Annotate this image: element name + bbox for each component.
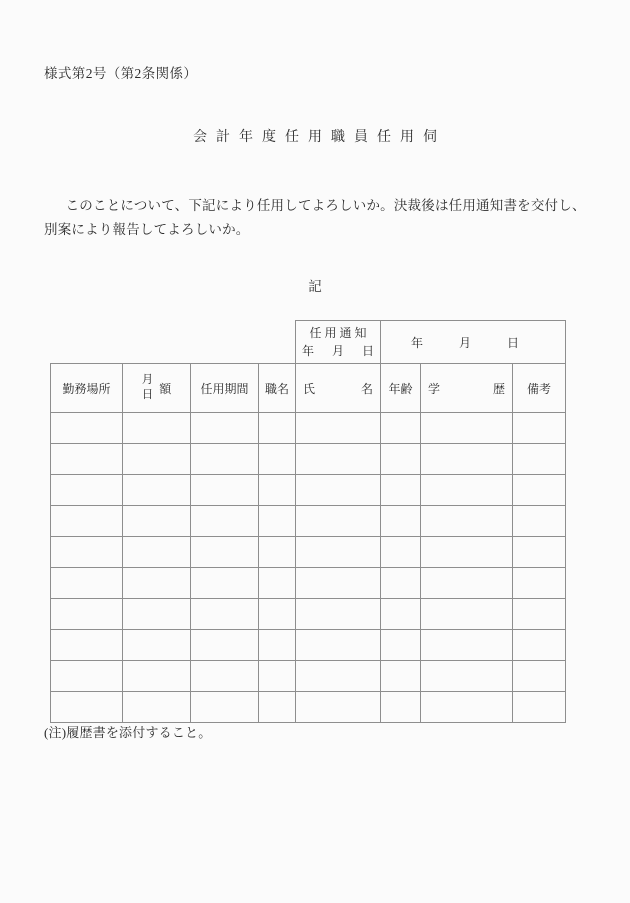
cell-name[interactable] — [296, 599, 381, 630]
notify-label-cell — [296, 321, 381, 364]
header-period: 任用期間 — [191, 364, 259, 413]
cell-age[interactable] — [381, 537, 421, 568]
header-name-left: 氏 — [303, 381, 316, 396]
ki-marker: 記 — [308, 279, 322, 294]
cell-position[interactable] — [259, 475, 296, 506]
cell-remarks[interactable] — [513, 444, 566, 475]
header-name — [296, 364, 381, 413]
cell-amount[interactable] — [123, 475, 191, 506]
cell-remarks[interactable] — [513, 692, 566, 723]
table-row — [51, 475, 566, 506]
cell-age[interactable] — [381, 568, 421, 599]
cell-position[interactable] — [259, 630, 296, 661]
table-row — [51, 692, 566, 723]
header-name-right: 名 — [360, 381, 373, 396]
cell-period[interactable] — [191, 413, 259, 444]
table-row — [51, 568, 566, 599]
cell-age[interactable] — [381, 444, 421, 475]
cell-period[interactable] — [191, 630, 259, 661]
cell-remarks[interactable] — [513, 475, 566, 506]
cell-age[interactable] — [381, 630, 421, 661]
cell-remarks[interactable] — [513, 630, 566, 661]
notify-date-year: 年 — [410, 335, 423, 350]
cell-education[interactable] — [421, 599, 513, 630]
table-body — [51, 413, 566, 723]
table-row — [51, 537, 566, 568]
notify-date-cell[interactable] — [381, 321, 566, 364]
notify-row — [51, 321, 566, 364]
cell-position[interactable] — [259, 413, 296, 444]
body-paragraph: このことについて、下記により任用してよろしいか。決裁後は任用通知書を交付し、別案により報告してよろしいか。 — [44, 198, 586, 237]
cell-education[interactable] — [421, 661, 513, 692]
cell-workplace[interactable] — [51, 692, 123, 723]
cell-name[interactable] — [296, 537, 381, 568]
cell-name[interactable] — [296, 630, 381, 661]
cell-amount[interactable] — [123, 599, 191, 630]
cell-position[interactable] — [259, 661, 296, 692]
cell-name[interactable] — [296, 506, 381, 537]
cell-remarks[interactable] — [513, 537, 566, 568]
cell-remarks[interactable] — [513, 413, 566, 444]
cell-amount[interactable] — [123, 661, 191, 692]
cell-position[interactable] — [259, 692, 296, 723]
header-amount — [123, 364, 191, 413]
cell-amount[interactable] — [123, 630, 191, 661]
cell-position[interactable] — [259, 444, 296, 475]
table-row — [51, 630, 566, 661]
header-amount-day: 日 — [141, 389, 154, 401]
cell-education[interactable] — [421, 692, 513, 723]
cell-period[interactable] — [191, 599, 259, 630]
cell-workplace[interactable] — [51, 568, 123, 599]
cell-age[interactable] — [381, 413, 421, 444]
table-row — [51, 506, 566, 537]
cell-position[interactable] — [259, 537, 296, 568]
cell-period[interactable] — [191, 692, 259, 723]
cell-name[interactable] — [296, 444, 381, 475]
cell-age[interactable] — [381, 661, 421, 692]
cell-position[interactable] — [259, 506, 296, 537]
cell-education[interactable] — [421, 444, 513, 475]
table-row — [51, 413, 566, 444]
cell-period[interactable] — [191, 444, 259, 475]
header-education-left: 学 — [428, 381, 441, 396]
header-workplace: 勤務場所 — [51, 364, 123, 413]
cell-age[interactable] — [381, 506, 421, 537]
appointment-table — [50, 320, 566, 723]
cell-remarks[interactable] — [513, 599, 566, 630]
header-amount-month: 月 — [141, 374, 154, 386]
cell-workplace[interactable] — [51, 475, 123, 506]
table-row — [51, 661, 566, 692]
cell-education[interactable] — [421, 568, 513, 599]
cell-workplace[interactable] — [51, 537, 123, 568]
page-title: 会計年度任用職員任用伺 — [193, 130, 446, 145]
cell-amount[interactable] — [123, 444, 191, 475]
cell-remarks[interactable] — [513, 568, 566, 599]
header-amount-label: 額 — [159, 381, 172, 396]
cell-period[interactable] — [191, 475, 259, 506]
header-education — [421, 364, 513, 413]
notify-date-month: 月 — [459, 335, 472, 350]
table-row — [51, 444, 566, 475]
cell-position[interactable] — [259, 568, 296, 599]
cell-education[interactable] — [421, 506, 513, 537]
cell-position[interactable] — [259, 599, 296, 630]
cell-education[interactable] — [421, 537, 513, 568]
cell-amount[interactable] — [123, 537, 191, 568]
cell-name[interactable] — [296, 413, 381, 444]
cell-age[interactable] — [381, 475, 421, 506]
notify-label-line1: 任用通知 — [309, 326, 370, 340]
cell-age[interactable] — [381, 599, 421, 630]
cell-education[interactable] — [421, 413, 513, 444]
cell-workplace[interactable] — [51, 630, 123, 661]
cell-workplace[interactable] — [51, 506, 123, 537]
cell-age[interactable] — [381, 692, 421, 723]
cell-amount[interactable] — [123, 413, 191, 444]
cell-education[interactable] — [421, 475, 513, 506]
notify-label-line2: 年 月 日 — [301, 344, 377, 358]
cell-amount[interactable] — [123, 568, 191, 599]
cell-period[interactable] — [191, 568, 259, 599]
cell-name[interactable] — [296, 568, 381, 599]
header-remarks: 備考 — [513, 364, 566, 413]
cell-remarks[interactable] — [513, 506, 566, 537]
cell-workplace[interactable] — [51, 444, 123, 475]
table-row — [51, 599, 566, 630]
cell-workplace[interactable] — [51, 599, 123, 630]
form-number: 様式第2号（第2条関係） — [44, 66, 198, 81]
cell-remarks[interactable] — [513, 661, 566, 692]
cell-education[interactable] — [421, 630, 513, 661]
cell-workplace[interactable] — [51, 661, 123, 692]
cell-period[interactable] — [191, 661, 259, 692]
header-position: 職名 — [259, 364, 296, 413]
cell-amount[interactable] — [123, 506, 191, 537]
notify-date-day: 日 — [507, 335, 520, 350]
cell-period[interactable] — [191, 506, 259, 537]
header-education-right: 歴 — [492, 381, 505, 396]
cell-period[interactable] — [191, 537, 259, 568]
table-header-row — [51, 364, 566, 413]
cell-name[interactable] — [296, 661, 381, 692]
cell-name[interactable] — [296, 475, 381, 506]
notify-row-spacer — [51, 321, 296, 364]
cell-name[interactable] — [296, 692, 381, 723]
cell-amount[interactable] — [123, 692, 191, 723]
footnote: (注)履歴書を添付すること。 — [44, 725, 212, 740]
cell-workplace[interactable] — [51, 413, 123, 444]
header-age: 年齢 — [381, 364, 421, 413]
